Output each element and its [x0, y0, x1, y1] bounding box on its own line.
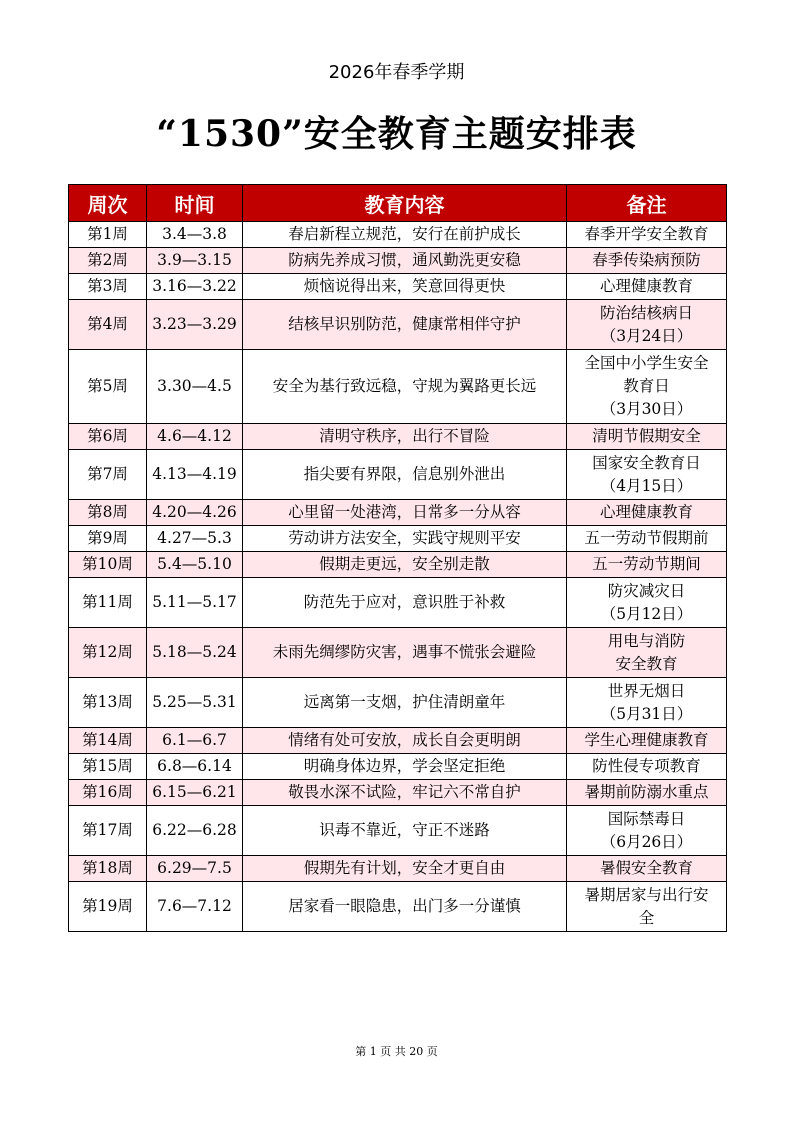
week-cell: 第8周: [69, 500, 147, 526]
note-cell: [567, 728, 727, 754]
table-row: [69, 450, 727, 500]
table-header-row: [69, 185, 727, 222]
note-cell: [567, 424, 727, 450]
week-cell: 第16周: [69, 780, 147, 806]
note-cell: [567, 628, 727, 678]
note-line: 全国中小学生安全: [584, 354, 709, 372]
table-row: [69, 628, 727, 678]
time-cell: 5.18—5.24: [147, 628, 243, 678]
note-line: 心理健康教育: [599, 503, 693, 521]
note-cell: [567, 856, 727, 882]
table-row: [69, 274, 727, 300]
note-line: （4月15日）: [600, 476, 693, 495]
note-cell: [567, 780, 727, 806]
content-cell: 春启新程立规范，安行在前护成长: [243, 222, 567, 248]
note-cell: [567, 882, 727, 932]
note-line: （3月24日）: [600, 326, 693, 345]
week-cell: 第17周: [69, 806, 147, 856]
table-row: [69, 678, 727, 728]
content-cell: 清明守秩序，出行不冒险: [243, 424, 567, 450]
table-row: [69, 806, 727, 856]
note-line: 防治结核病日: [599, 303, 693, 322]
table-row: [69, 728, 727, 754]
table-row: [69, 500, 727, 526]
column-header-note: 备注: [567, 185, 727, 222]
note-cell: [567, 350, 727, 424]
table-row: [69, 424, 727, 450]
note-line: 国家安全教育日: [592, 453, 701, 472]
time-cell: 3.30—4.5: [147, 350, 243, 424]
page-title: “1530”安全教育主题安排表: [156, 113, 637, 155]
note-line: 暑假安全教育: [599, 859, 693, 877]
note-line: 防性侵专项教育: [592, 757, 701, 775]
content-cell: 假期先有计划，安全才更自由: [243, 856, 567, 882]
note-line: 防灾减灾日: [607, 581, 686, 600]
note-line: 国际禁毒日: [607, 809, 686, 828]
time-cell: 4.27—5.3: [147, 526, 243, 552]
content-cell: 劳动讲方法安全，实践守规则平安: [243, 526, 567, 552]
table-row: [69, 882, 727, 932]
note-cell: [567, 248, 727, 274]
note-cell: [567, 754, 727, 780]
content-cell: 未雨先绸缪防灾害，遇事不慌张会避险: [243, 628, 567, 678]
schedule-table: [68, 184, 727, 932]
note-line: 教育日: [623, 377, 670, 395]
table-row: [69, 578, 727, 628]
time-cell: 4.6—4.12: [147, 424, 243, 450]
note-cell: [567, 222, 727, 248]
time-cell: 3.4—3.8: [147, 222, 243, 248]
week-cell: 第19周: [69, 882, 147, 932]
table-row: [69, 552, 727, 578]
note-line: 世界无烟日: [607, 681, 686, 700]
table-body: [69, 222, 727, 932]
content-cell: 明确身体边界，学会坚定拒绝: [243, 754, 567, 780]
time-cell: 3.16—3.22: [147, 274, 243, 300]
note-line: 春季开学安全教育: [584, 225, 709, 243]
note-line: （3月30日）: [600, 400, 693, 418]
time-cell: 5.11—5.17: [147, 578, 243, 628]
week-cell: 第12周: [69, 628, 147, 678]
note-line: 心理健康教育: [599, 277, 693, 295]
note-line: 春季传染病预防: [592, 251, 701, 269]
note-line: 安全教育: [615, 654, 678, 673]
note-cell: [567, 500, 727, 526]
table-row: [69, 754, 727, 780]
note-line: （5月12日）: [600, 604, 693, 623]
column-header-week: 周次: [69, 185, 147, 222]
note-line: 清明节假期安全: [592, 427, 701, 445]
table-row: [69, 350, 727, 424]
note-cell: [567, 450, 727, 500]
week-cell: 第5周: [69, 350, 147, 424]
time-cell: 5.4—5.10: [147, 552, 243, 578]
table-row: [69, 248, 727, 274]
time-cell: 4.20—4.26: [147, 500, 243, 526]
content-cell: 敬畏水深不试险，牢记六不常自护: [243, 780, 567, 806]
column-header-content: 教育内容: [243, 185, 567, 222]
content-cell: 情绪有处可安放，成长自会更明朗: [243, 728, 567, 754]
time-cell: 6.15—6.21: [147, 780, 243, 806]
note-cell: [567, 274, 727, 300]
time-cell: 6.1—6.7: [147, 728, 243, 754]
time-cell: 3.9—3.15: [147, 248, 243, 274]
content-cell: 防病先养成习惯，通风勤洗更安稳: [243, 248, 567, 274]
week-cell: 第1周: [69, 222, 147, 248]
note-line: 五一劳动节假期前: [584, 529, 709, 547]
time-cell: 6.22—6.28: [147, 806, 243, 856]
table-row: [69, 780, 727, 806]
note-line: （6月26日）: [600, 832, 693, 851]
week-cell: 第14周: [69, 728, 147, 754]
table-row: [69, 526, 727, 552]
content-cell: 远离第一支烟，护住清朗童年: [243, 678, 567, 728]
content-cell: 心里留一处港湾，日常多一分从容: [243, 500, 567, 526]
content-cell: 防范先于应对，意识胜于补救: [243, 578, 567, 628]
week-cell: 第13周: [69, 678, 147, 728]
content-cell: 识毒不靠近，守正不迷路: [243, 806, 567, 856]
note-cell: [567, 578, 727, 628]
content-cell: 安全为基行致远稳，守规为翼路更长远: [243, 350, 567, 424]
note-line: 暑期居家与出行安: [584, 885, 709, 904]
page-number: 第 1 页 共 20 页: [355, 1045, 438, 1058]
table-row: [69, 856, 727, 882]
time-cell: 3.23—3.29: [147, 300, 243, 350]
note-line: 学生心理健康教育: [584, 731, 709, 749]
note-line: 暑期前防溺水重点: [584, 783, 709, 801]
week-cell: 第4周: [69, 300, 147, 350]
semester-subtitle: 2026年春季学期: [328, 62, 465, 83]
week-cell: 第3周: [69, 274, 147, 300]
note-line: 全: [638, 908, 655, 927]
note-cell: [567, 678, 727, 728]
note-cell: [567, 552, 727, 578]
time-cell: 7.6—7.12: [147, 882, 243, 932]
week-cell: 第9周: [69, 526, 147, 552]
week-cell: 第15周: [69, 754, 147, 780]
week-cell: 第7周: [69, 450, 147, 500]
week-cell: 第18周: [69, 856, 147, 882]
time-cell: 5.25—5.31: [147, 678, 243, 728]
time-cell: 6.8—6.14: [147, 754, 243, 780]
content-cell: 假期走更远，安全别走散: [243, 552, 567, 578]
content-cell: 结核早识别防范，健康常相伴守护: [243, 300, 567, 350]
week-cell: 第6周: [69, 424, 147, 450]
note-cell: [567, 300, 727, 350]
note-line: （5月31日）: [600, 704, 693, 723]
column-header-time: 时间: [147, 185, 243, 222]
table-row: [69, 222, 727, 248]
week-cell: 第10周: [69, 552, 147, 578]
time-cell: 4.13—4.19: [147, 450, 243, 500]
week-cell: 第11周: [69, 578, 147, 628]
note-line: 五一劳动节期间: [592, 555, 701, 573]
note-cell: [567, 806, 727, 856]
content-cell: 居家看一眼隐患，出门多一分谨慎: [243, 882, 567, 932]
time-cell: 6.29—7.5: [147, 856, 243, 882]
week-cell: 第2周: [69, 248, 147, 274]
note-cell: [567, 526, 727, 552]
note-line: 用电与消防: [607, 631, 686, 650]
table-row: [69, 300, 727, 350]
content-cell: 指尖要有界限，信息别外泄出: [243, 450, 567, 500]
content-cell: 烦恼说得出来，笑意回得更快: [243, 274, 567, 300]
